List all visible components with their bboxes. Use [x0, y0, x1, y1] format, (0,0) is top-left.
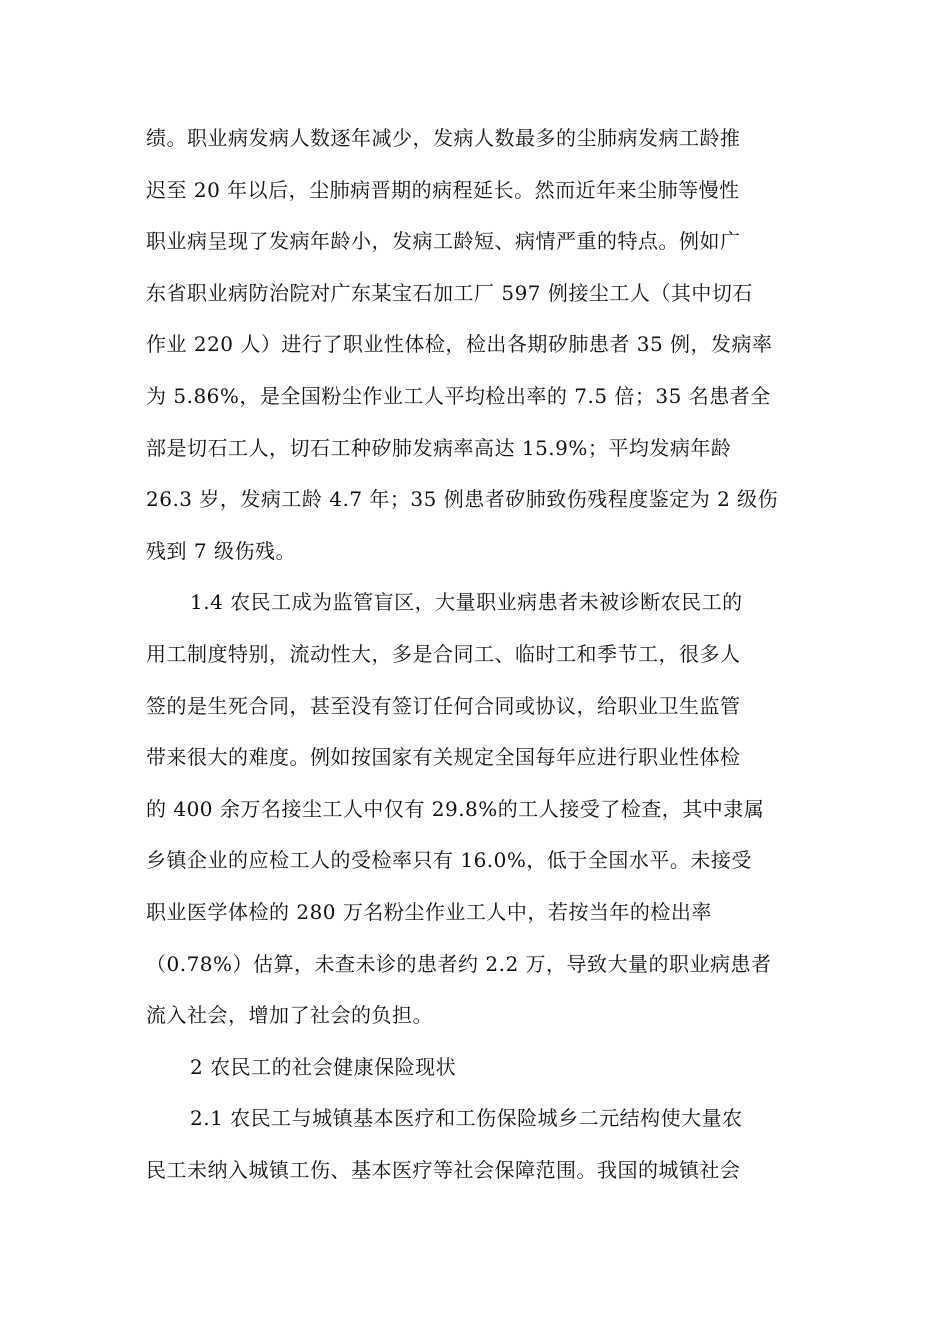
section-heading-1-4: 1.4 农民工成为监管盲区，大量职业病患者未被诊断农民工的: [190, 590, 743, 615]
body-text: [146, 118, 816, 1201]
text-line: 流入社会，增加了社会的负担。: [146, 1003, 433, 1028]
text-line: 部是切石工人，切石工种矽肺发病率高达 15.9%；平均发病年龄: [146, 435, 732, 460]
text-line: 为 5.86%，是全国粉尘作业工人平均检出率的 7.5 倍；35 名患者全: [146, 383, 771, 408]
text-line: （0.78%）估算，未查未诊的患者约 2.2 万，导致大量的职业病患者: [146, 951, 772, 976]
text-line: 带来很大的难度。例如按国家有关规定全国每年应进行职业性体检: [146, 745, 741, 770]
text-line: 绩。职业病发病人数逐年减少，发病人数最多的尘肺病发病工龄推: [146, 126, 741, 150]
text-line: 26.3 岁，发病工龄 4.7 年；35 例患者矽肺致伤残程度鉴定为 2 级伤: [146, 487, 779, 512]
section-heading-2: 2 农民工的社会健康保险现状: [190, 1054, 457, 1079]
text-line: 东省职业病防治院对广东某宝石加工厂 597 例接尘工人（其中切石: [146, 280, 753, 305]
text-line: 的 400 余万名接尘工人中仅有 29.8%的工人接受了检查，其中隶属: [146, 796, 765, 821]
text-line: 职业病呈现了发病年龄小，发病工龄短、病情严重的特点。例如广: [146, 229, 741, 254]
text-line: 民工未纳入城镇工伤、基本医疗等社会保障范围。我国的城镇社会: [146, 1157, 741, 1182]
text-line: 残到 7 级伤残。: [146, 538, 296, 563]
text-line: 职业医学体检的 280 万名粉尘作业工人中，若按当年的检出率: [146, 899, 712, 924]
text-line: 乡镇企业的应检工人的受检率只有 16.0%，低于全国水平。未接受: [146, 848, 752, 873]
text-line: 用工制度特别，流动性大，多是合同工、临时工和季节工，很多人: [146, 641, 741, 666]
text-line: 签的是生死合同，甚至没有签订任何合同或协议，给职业卫生监管: [146, 693, 741, 718]
text-line: 迟至 20 年以后，尘肺病晋期的病程延长。然而近年来尘肺等慢性: [146, 177, 740, 202]
section-heading-2-1: 2.1 农民工与城镇基本医疗和工伤保险城乡二元结构使大量农: [190, 1106, 743, 1131]
text-line: 作业 220 人）进行了职业性体检，检出各期矽肺患者 35 例，发病率: [146, 332, 773, 357]
